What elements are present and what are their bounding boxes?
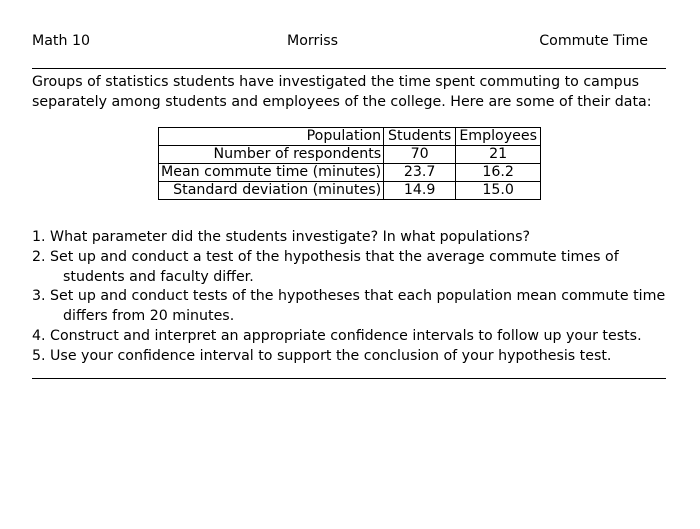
course-name: Math 10 (32, 33, 91, 49)
question-item (32, 228, 682, 248)
employees-value: 15.0 (456, 182, 541, 200)
employees-value: 21 (456, 146, 541, 164)
table-row (159, 182, 541, 200)
header-cell-employees: Employees (456, 128, 541, 146)
question-text: 3. Set up and conduct tests of the hypotheses that each population mean commute time (32, 288, 666, 305)
question-item (32, 248, 682, 288)
table-row (159, 164, 541, 182)
question-continuation: differs from 20 minutes. (63, 308, 235, 325)
students-value: 14.9 (384, 182, 456, 200)
question-text: 4. Construct and interpret an appropriate confidence intervals to follow up your tests. (32, 327, 642, 344)
intro-paragraph (32, 72, 672, 112)
question-item (32, 347, 682, 367)
question-text: 2. Set up and conduct a test of the hypothesis that the average commute times of (32, 248, 619, 265)
header-cell-population: Population (159, 128, 384, 146)
topic-title: Commute Time (539, 33, 648, 49)
bottom-divider (32, 378, 666, 379)
top-divider (32, 68, 666, 69)
row-label: Mean commute time (minutes) (159, 164, 384, 182)
instructor-name: Morriss (287, 33, 339, 49)
intro-line: separately among students and employees of the college. Here are some of their data: (32, 94, 652, 110)
question-text: 1. What parameter did the students investigate? In what populations? (32, 229, 531, 245)
students-value: 23.7 (384, 164, 456, 182)
table-header-row (159, 128, 541, 146)
intro-line: Groups of statistics students have investigated the time spent commuting to campus (32, 74, 640, 90)
question-continuation: students and faculty differ. (63, 268, 254, 285)
question-text: 5. Use your confidence interval to support the conclusion of your hypothesis test. (32, 347, 612, 364)
page-header (32, 33, 666, 53)
question-item (32, 327, 682, 347)
data-table (158, 127, 541, 200)
row-label: Number of respondents (159, 146, 384, 164)
students-value: 70 (384, 146, 456, 164)
question-item (32, 287, 682, 327)
employees-value: 16.2 (456, 164, 541, 182)
table-row (159, 146, 541, 164)
question-list (32, 228, 682, 367)
row-label: Standard deviation (minutes) (159, 182, 384, 200)
header-cell-students: Students (384, 128, 456, 146)
